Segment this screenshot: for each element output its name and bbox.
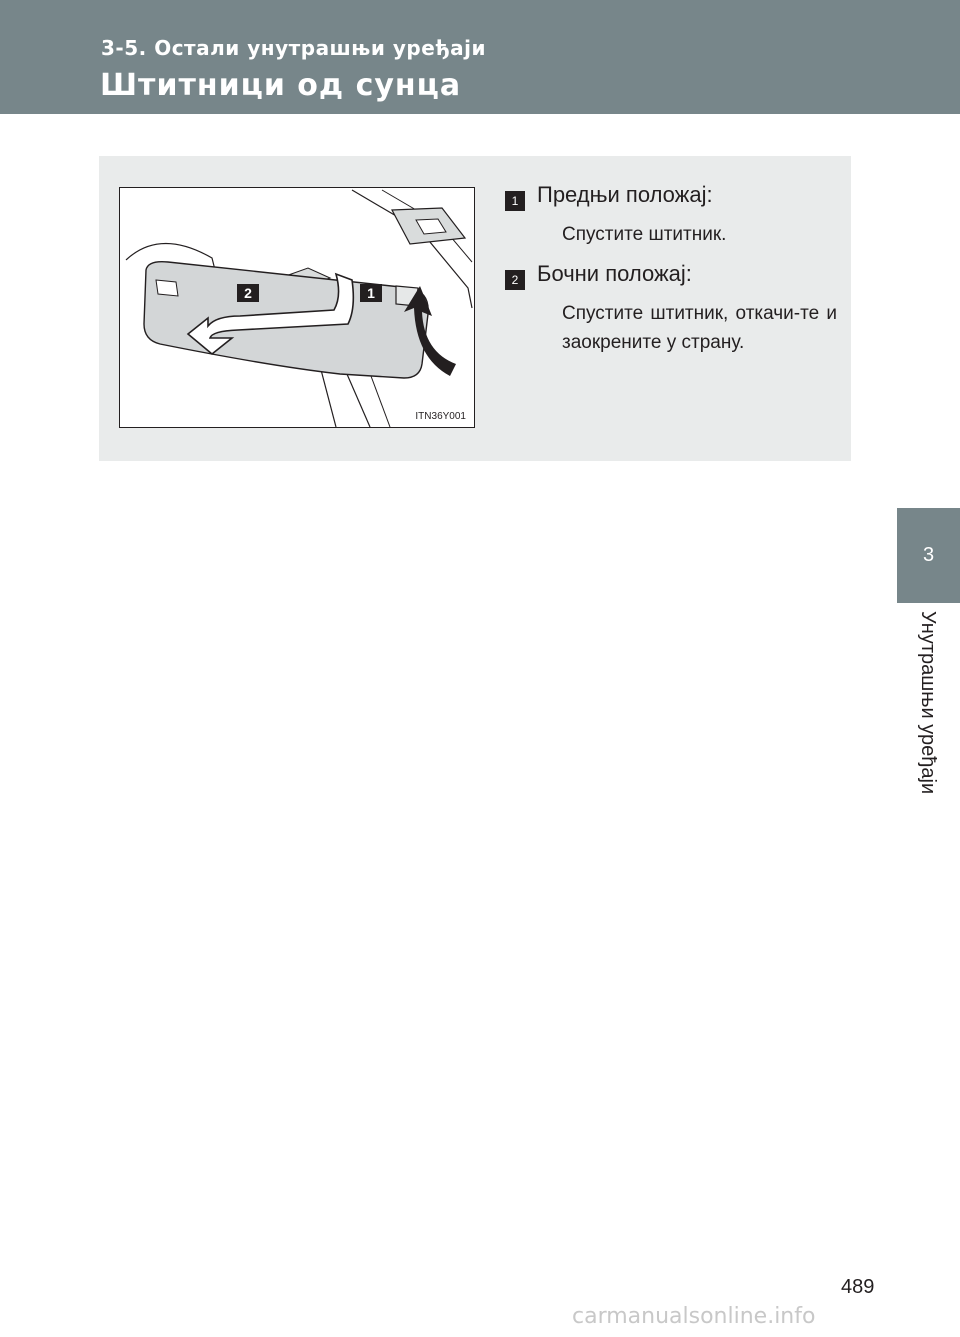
chapter-tab	[897, 508, 960, 603]
item-number-badge: 1	[505, 191, 525, 211]
item-text: Спустите штитник.	[562, 224, 727, 245]
watermark-text[interactable]: carmanualsonline.info	[572, 1304, 816, 1329]
callout-1: 1	[367, 285, 375, 301]
chapter-label-text: Унутрашњи уређаји	[917, 611, 939, 795]
header-bar	[0, 0, 960, 114]
chapter-number: 3	[922, 544, 935, 566]
chapter-label	[897, 603, 960, 823]
item-text: Спустите штитник, откачи-те и заокрените у страну.	[562, 303, 837, 353]
sun-visor-illustration	[119, 187, 475, 428]
page-number: 489	[841, 1276, 875, 1298]
content-panel	[99, 156, 851, 461]
figure-code: ITN36Y001	[415, 411, 466, 422]
sun-visor-drawing	[120, 188, 474, 427]
item-heading: Бочни положај:	[537, 261, 692, 286]
section-title: 3-5. Остали унутрашњи уређаји	[101, 36, 486, 60]
page-title: Штитници од сунца	[100, 68, 462, 103]
item-number-badge: 2	[505, 270, 525, 290]
callout-2: 2	[244, 285, 252, 301]
item-heading: Предњи положај:	[537, 182, 713, 207]
